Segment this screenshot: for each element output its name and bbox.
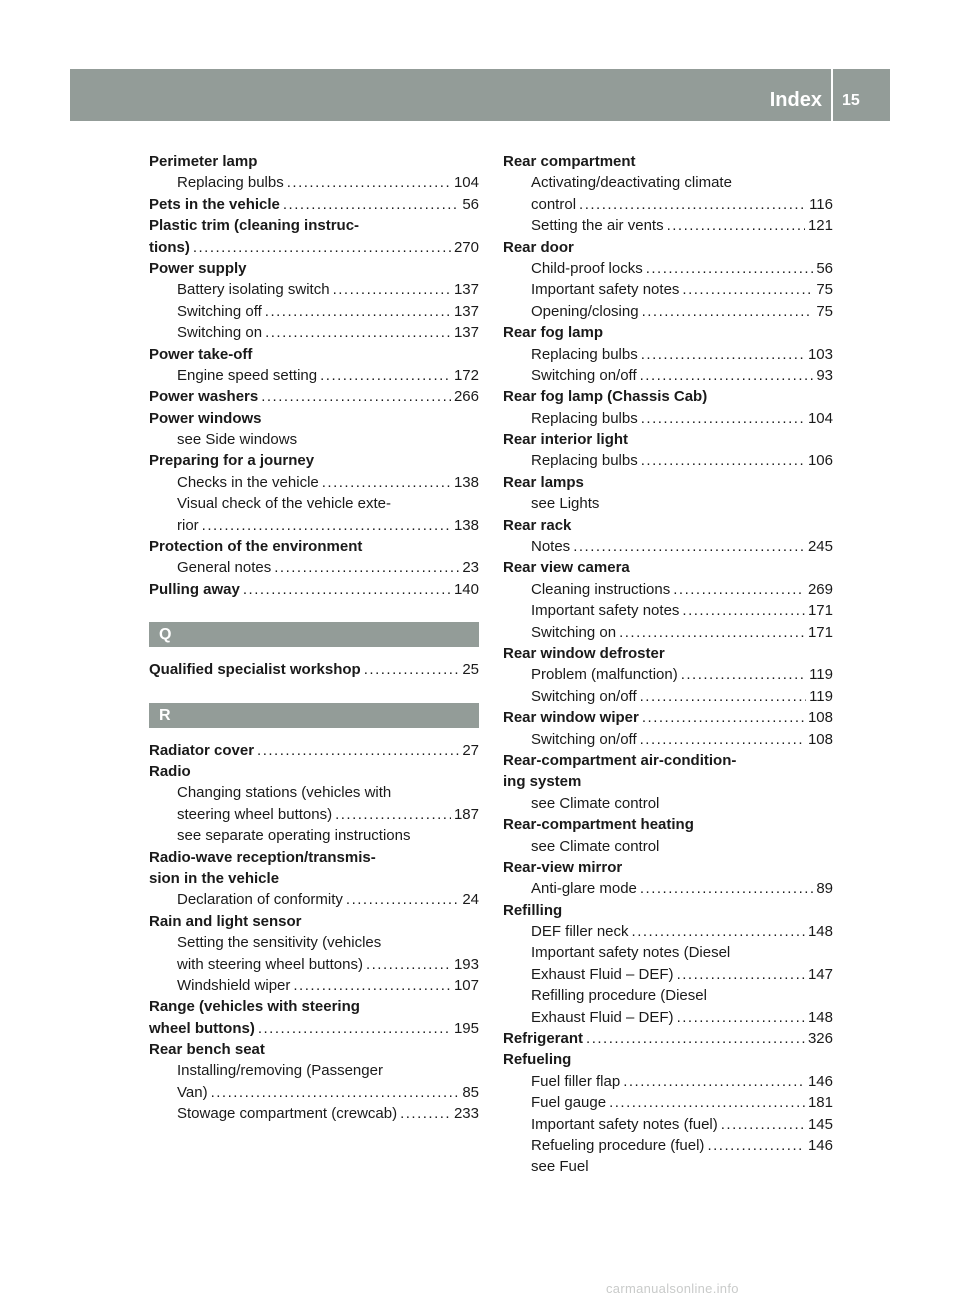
- index-subentry: [503, 1114, 833, 1135]
- dot-leader: [640, 729, 805, 750]
- index-heading: Rear-view mirror: [503, 858, 623, 876]
- entry-label: Pets in the vehicle: [149, 195, 280, 213]
- dot-leader: [579, 194, 806, 215]
- page-ref: 104: [807, 409, 833, 427]
- page-ref: 119: [809, 666, 833, 684]
- index-heading: Rear-compartment heating: [503, 816, 694, 834]
- entry-label: Power washers: [149, 388, 259, 406]
- entry-label: Exhaust Fluid – DEF): [531, 965, 674, 983]
- page-ref: 269: [807, 580, 833, 598]
- index-heading: Rear-compartment air-condition-: [503, 751, 737, 769]
- entry-label: DEF filler neck: [531, 923, 629, 941]
- dot-leader: [642, 301, 814, 322]
- dot-leader: [677, 1007, 805, 1028]
- index-subentry: [503, 408, 833, 429]
- page-ref: 148: [807, 1008, 833, 1026]
- dot-leader: [257, 740, 459, 761]
- entry-label: Important safety notes: [531, 602, 680, 620]
- index-entry: [149, 1018, 479, 1039]
- dot-leader: [293, 975, 451, 996]
- index-heading: Rear compartment: [503, 153, 636, 170]
- index-subentry: [503, 1135, 833, 1156]
- index-subentry-text: Visual check of the vehicle exte-: [177, 495, 392, 513]
- page-ref: 172: [453, 366, 479, 384]
- index-heading: Rear interior light: [503, 431, 629, 449]
- index-heading: Rear door: [503, 238, 574, 256]
- index-subentry-text: see Climate control: [531, 794, 660, 812]
- entry-label: Exhaust Fluid – DEF): [531, 1008, 674, 1026]
- entry-label: Radiator cover: [149, 741, 255, 759]
- entry-label: Refrigerant: [503, 1030, 584, 1048]
- section-letter: Q: [149, 622, 479, 647]
- dot-leader: [641, 344, 805, 365]
- entry-label: Battery isolating switch: [177, 281, 330, 299]
- dot-leader: [573, 536, 805, 557]
- index-subentry: [149, 954, 479, 975]
- entry-label: Rear window wiper: [503, 709, 639, 727]
- dot-leader: [287, 172, 451, 193]
- index-subentry: [149, 365, 479, 386]
- index-subentry: [503, 301, 833, 322]
- index-heading: Refilling: [503, 901, 563, 919]
- index-subentry-text: see Side windows: [177, 431, 298, 449]
- index-heading: Rain and light sensor: [149, 912, 302, 930]
- page-ref: 27: [462, 741, 479, 759]
- dot-leader: [346, 889, 459, 910]
- index-subentry: [503, 215, 833, 236]
- index-subentry-text: Setting the sensitivity (vehicles: [177, 934, 382, 952]
- dot-leader: [609, 1092, 805, 1113]
- index-subentry: [149, 172, 479, 193]
- entry-label: Fuel filler flap: [531, 1072, 621, 1090]
- page-ref: 148: [807, 923, 833, 941]
- index-entry: [503, 707, 833, 728]
- page-ref: 108: [807, 730, 833, 748]
- page-title: Index: [769, 89, 822, 111]
- dot-leader: [274, 557, 459, 578]
- index-subentry: [503, 686, 833, 707]
- index-heading: Range (vehicles with steering: [149, 998, 360, 1016]
- index-heading: Perimeter lamp: [149, 153, 258, 170]
- dot-leader: [673, 579, 805, 600]
- page-ref: 326: [807, 1030, 833, 1048]
- index-subentry: [503, 600, 833, 621]
- dot-leader: [707, 1135, 805, 1156]
- index-entry: [149, 194, 479, 215]
- dot-leader: [366, 954, 451, 975]
- entry-label: Notes: [531, 538, 571, 556]
- index-column-right: [503, 151, 833, 1178]
- index-subentry: [503, 878, 833, 899]
- page-ref: 181: [807, 1094, 833, 1112]
- page-ref: 107: [453, 976, 479, 994]
- index-subentry-text: see Lights: [531, 495, 600, 513]
- entry-label: Replacing bulbs: [531, 345, 638, 363]
- entry-label: Checks in the vehicle: [177, 473, 319, 491]
- index-heading: Preparing for a journey: [149, 452, 315, 470]
- index-subentry: [149, 975, 479, 996]
- index-heading: Protection of the environment: [149, 538, 363, 556]
- page-ref: 233: [453, 1105, 479, 1123]
- index-subentry: [503, 921, 833, 942]
- index-subentry-text: Activating/deactivating climate: [531, 174, 732, 192]
- index-subentry-text: Installing/removing (Passenger: [177, 1062, 383, 1080]
- page-ref: 171: [807, 623, 833, 641]
- entry-label: Stowage compartment (crewcab): [177, 1105, 398, 1123]
- page-ref: 270: [453, 238, 479, 256]
- index-entry: [149, 740, 479, 761]
- dot-leader: [265, 301, 451, 322]
- entry-label: Opening/closing: [531, 302, 639, 320]
- page-ref: 23: [462, 559, 479, 577]
- entry-label: Cleaning instructions: [531, 580, 671, 598]
- index-heading: Power supply: [149, 259, 247, 277]
- entry-label: Engine speed setting: [177, 366, 318, 384]
- index-heading: Rear fog lamp: [503, 324, 604, 342]
- dot-leader: [320, 365, 451, 386]
- page-ref: 116: [809, 195, 833, 213]
- entry-label: Important safety notes (fuel): [531, 1115, 718, 1133]
- section-letter: R: [149, 703, 479, 728]
- dot-leader: [193, 237, 451, 258]
- index-subentry: [149, 1103, 479, 1124]
- index-entry: [503, 1028, 833, 1049]
- index-subentry: [503, 1007, 833, 1028]
- entry-label: Refueling procedure (fuel): [531, 1136, 705, 1154]
- page-ref: 146: [807, 1072, 833, 1090]
- index-heading: Radio-wave reception/transmis-: [149, 848, 376, 866]
- dot-leader: [682, 279, 813, 300]
- entry-label: Windshield wiper: [177, 976, 291, 994]
- dot-leader: [640, 686, 806, 707]
- entry-label: Switching on: [531, 623, 617, 641]
- dot-leader: [211, 1082, 460, 1103]
- index-subentry: [149, 301, 479, 322]
- page-ref: 56: [816, 259, 833, 277]
- index-subentry: [503, 194, 833, 215]
- page-ref: 137: [453, 281, 479, 299]
- index-subentry-text: see separate operating instructions: [177, 827, 411, 845]
- entry-label: Van): [177, 1083, 208, 1101]
- index-heading: Rear rack: [503, 516, 572, 534]
- page-ref: 146: [807, 1136, 833, 1154]
- page-ref: 104: [453, 174, 479, 192]
- entry-label: Pulling away: [149, 580, 240, 598]
- page-number: 15: [842, 92, 860, 109]
- index-subentry: [503, 1071, 833, 1092]
- index-heading: Power take-off: [149, 345, 253, 363]
- entry-label: Switching on/off: [531, 730, 637, 748]
- dot-leader: [586, 1028, 805, 1049]
- entry-label: with steering wheel buttons): [177, 955, 363, 973]
- index-entry: [149, 659, 479, 680]
- index-subentry: [503, 344, 833, 365]
- index-subentry: [149, 515, 479, 536]
- index-subentry: [503, 622, 833, 643]
- page-ref: 266: [453, 388, 479, 406]
- index-subentry: [503, 729, 833, 750]
- dot-leader: [667, 215, 805, 236]
- index-subentry: [503, 365, 833, 386]
- page-ref: 119: [809, 687, 833, 705]
- dot-leader: [265, 322, 451, 343]
- index-subentry: [149, 804, 479, 825]
- index-heading: Radio: [149, 762, 191, 780]
- index-subentry-text: Refilling procedure (Diesel: [531, 987, 707, 1005]
- entry-label: Switching on: [177, 324, 263, 342]
- index-subentry: [149, 472, 479, 493]
- dot-leader: [681, 664, 806, 685]
- page-ref: 106: [807, 452, 833, 470]
- dot-leader: [677, 964, 805, 985]
- entry-label: Replacing bulbs: [531, 409, 638, 427]
- dot-leader: [641, 408, 805, 429]
- index-heading: Rear lamps: [503, 473, 584, 491]
- dot-leader: [335, 804, 451, 825]
- dot-leader: [258, 1018, 451, 1039]
- index-subentry: [149, 889, 479, 910]
- index-subentry: [149, 1082, 479, 1103]
- page-ref: 56: [462, 195, 479, 213]
- index-subentry-text: Important safety notes (Diesel: [531, 944, 731, 962]
- index-subentry: [503, 450, 833, 471]
- index-heading: Rear bench seat: [149, 1041, 265, 1059]
- page-ref: 193: [453, 955, 479, 973]
- index-heading: Rear window defroster: [503, 644, 665, 662]
- page-ref: 103: [807, 345, 833, 363]
- index-subentry: [503, 964, 833, 985]
- dot-leader: [333, 279, 451, 300]
- dot-leader: [283, 194, 459, 215]
- entry-label: Switching off: [177, 302, 262, 320]
- dot-leader: [640, 878, 813, 899]
- dot-leader: [641, 450, 805, 471]
- entry-label: steering wheel buttons): [177, 805, 333, 823]
- index-subentry: [503, 536, 833, 557]
- page-ref: 108: [807, 709, 833, 727]
- page-ref: 75: [816, 302, 833, 320]
- dot-leader: [322, 472, 451, 493]
- index-subentry: [503, 258, 833, 279]
- entry-label: Anti-glare mode: [531, 880, 637, 898]
- index-heading: Rear view camera: [503, 559, 630, 577]
- entry-label: Fuel gauge: [531, 1094, 607, 1112]
- page-ref: 121: [807, 217, 833, 235]
- dot-leader: [640, 365, 814, 386]
- page-ref: 195: [453, 1019, 479, 1037]
- page-ref: 145: [807, 1115, 833, 1133]
- index-subentry-text: Changing stations (vehicles with: [177, 784, 392, 802]
- dot-leader: [682, 600, 805, 621]
- index-subentry: [503, 579, 833, 600]
- index-subentry: [149, 557, 479, 578]
- page-ref: 138: [453, 516, 479, 534]
- entry-label: General notes: [177, 559, 272, 577]
- entry-label: Switching on/off: [531, 687, 637, 705]
- entry-label: Child-proof locks: [531, 259, 643, 277]
- dot-leader: [646, 258, 814, 279]
- dot-leader: [619, 622, 805, 643]
- page-ref: 85: [462, 1083, 479, 1101]
- page-ref: 89: [816, 880, 833, 898]
- index-entry: [149, 386, 479, 407]
- page-ref: 93: [816, 366, 833, 384]
- dot-leader: [243, 579, 451, 600]
- dot-leader: [202, 515, 451, 536]
- entry-label: control: [531, 195, 577, 213]
- page-ref: 24: [462, 891, 479, 909]
- entry-label: Important safety notes: [531, 281, 680, 299]
- entry-label: Qualified specialist workshop: [149, 661, 361, 679]
- entry-label: Replacing bulbs: [531, 452, 638, 470]
- index-entry: [149, 579, 479, 600]
- index-heading: Refueling: [503, 1051, 572, 1069]
- entry-label: Replacing bulbs: [177, 174, 284, 192]
- index-subentry: [149, 279, 479, 300]
- index-heading: sion in the vehicle: [149, 869, 280, 887]
- dot-leader: [642, 707, 805, 728]
- index-heading: Plastic trim (cleaning instruc-: [149, 217, 360, 235]
- dot-leader: [261, 386, 451, 407]
- index-subentry: [503, 279, 833, 300]
- index-heading: ing system: [503, 773, 582, 791]
- index-subentry: [149, 322, 479, 343]
- dot-leader: [364, 659, 460, 680]
- page-ref: 137: [453, 302, 479, 320]
- header-separator: [831, 69, 833, 121]
- index-column-left: [149, 151, 479, 1125]
- index-subentry-text: see Fuel: [531, 1158, 589, 1176]
- dot-leader: [632, 921, 805, 942]
- dot-leader: [623, 1071, 805, 1092]
- page-ref: 245: [807, 538, 833, 556]
- entry-label: Declaration of conformity: [177, 891, 343, 909]
- page-ref: 138: [453, 473, 479, 491]
- page-ref: 147: [807, 965, 833, 983]
- page-ref: 75: [816, 281, 833, 299]
- entry-label: rior: [177, 516, 199, 534]
- entry-label: Setting the air vents: [531, 217, 664, 235]
- page-ref: 25: [462, 661, 479, 679]
- index-heading: Power windows: [149, 409, 262, 427]
- index-subentry: [503, 1092, 833, 1113]
- page-ref: 140: [453, 580, 479, 598]
- page-ref: 137: [453, 324, 479, 342]
- entry-label: Switching on/off: [531, 366, 637, 384]
- index-subentry: [503, 664, 833, 685]
- entry-label: wheel buttons): [149, 1019, 255, 1037]
- index-entry: [149, 237, 479, 258]
- index-heading: Rear fog lamp (Chassis Cab): [503, 388, 708, 406]
- page-ref: 187: [453, 805, 479, 823]
- entry-label: tions): [149, 238, 190, 256]
- dot-leader: [721, 1114, 805, 1135]
- dot-leader: [400, 1103, 451, 1124]
- entry-label: Problem (malfunction): [531, 666, 678, 684]
- index-subentry-text: see Climate control: [531, 837, 660, 855]
- page-ref: 171: [807, 602, 833, 620]
- watermark: carmanualsonline.info: [606, 1281, 739, 1296]
